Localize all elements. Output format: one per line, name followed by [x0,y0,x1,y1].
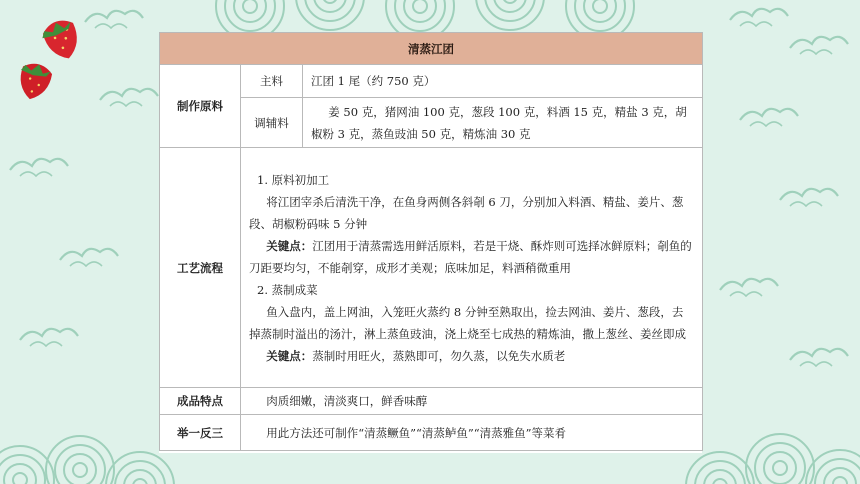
step2-title: 2. 蒸制成菜 [257,282,318,297]
aux-ingredient-value [303,98,703,148]
aux-ingredient-text: 姜 50 克，猪网油 100 克，葱段 100 克，料酒 15 克，精盐 3 克，胡椒粉 3 克，蒸鱼豉油 50 克，精炼油 30 克 [311,104,687,141]
step1-key-paragraph [249,235,694,279]
section-materials-label: 制作原料 [160,65,241,148]
strawberry-icon [39,16,84,64]
key-point-label: 关键点： [266,348,313,363]
step1-body: 将江团宰杀后清洗干净，在鱼身两侧各斜剞 6 刀，分别加入料酒、精盐、姜片、葱段、胡椒粉码味 5 分钟 [249,194,684,231]
aux-ingredient-label: 调辅料 [241,98,303,148]
strawberry-icon [14,60,53,103]
section-extension-label: 举一反三 [160,415,241,451]
step1-key: 江团用于清蒸需选用鲜活原料，若是干烧、酥炸则可选择冰鲜原料；剞鱼的刀距要均匀，不能剞穿，成形才美观；底味加足，料酒稍微重用 [249,238,692,275]
section-features-label: 成品特点 [160,388,241,415]
recipe-card [159,32,702,453]
key-point-label: 关键点： [266,238,313,253]
features-text: 肉质细嫩，清淡爽口，鲜香味醇 [266,394,428,408]
recipe-table [159,32,703,451]
step1-title: 1. 原料初加工 [257,172,330,187]
process-content [241,148,703,388]
extension-value [241,415,703,451]
main-ingredient-value: 江团 1 尾（约 750 克） [303,65,703,98]
main-ingredient-label: 主料 [241,65,303,98]
step2-key-paragraph [249,345,694,367]
step2-body: 鱼入盘内，盖上网油，入笼旺火蒸约 8 分钟至熟取出，捡去网油、姜片、葱段，去掉蒸制时溢出的汤汁，淋上蒸鱼豉油，浇上烧至七成热的精炼油，撒上葱丝、姜丝即成 [249,304,686,341]
section-process-label: 工艺流程 [160,148,241,388]
step2-key: 蒸制时用旺火，蒸熟即可，勿久蒸，以免失水质老 [312,348,566,363]
recipe-title: 清蒸江团 [160,33,703,65]
extension-text: 用此方法还可制作“清蒸鳜鱼”“清蒸鲈鱼”“清蒸雅鱼”等菜肴 [266,425,567,440]
features-value [241,388,703,415]
